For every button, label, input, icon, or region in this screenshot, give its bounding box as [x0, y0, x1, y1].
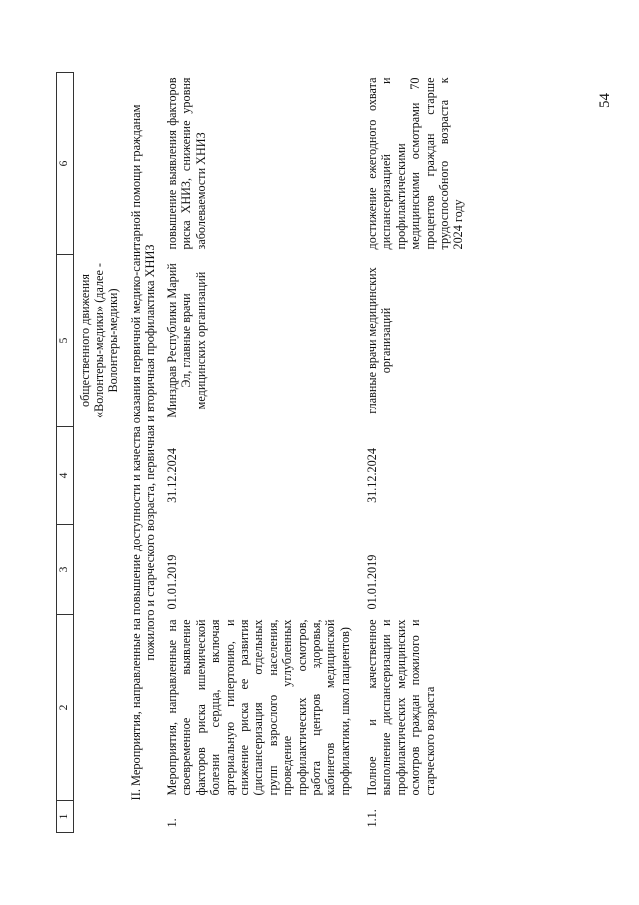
- column-number-header: [56, 72, 73, 832]
- expected-result: достижение ежегодного охвата диспансеризацией и профилактическими медицинскими осмотрами 70 процентов граждан старше трудоспособного возраста к 2024 году: [364, 77, 465, 249]
- start-date: 01.01.2019: [164, 554, 179, 609]
- section-title-row: [123, 72, 161, 832]
- row-number: 1.: [164, 817, 179, 827]
- section-title: II. Мероприятия, направленные на повышение доступности и качества оказания первичной медико-санитарной помощи гражданам пожилого и старческого возраста, первичная и вторичная профилактика ХНИЗ: [128, 104, 157, 800]
- table-row: [355, 72, 469, 832]
- header-col-6: 6: [56, 72, 73, 254]
- expected-result: повышение выявления факторов риска ХНИЗ, снижение уровня заболеваемости ХНИЗ: [164, 77, 208, 249]
- page-number: 54: [597, 93, 613, 108]
- end-date: 31.12.2024: [164, 447, 179, 503]
- header-col-5: 5: [56, 254, 73, 426]
- header-col-3: 3: [56, 524, 73, 614]
- end-date: 31.12.2024: [364, 447, 379, 503]
- table-row: [161, 72, 354, 832]
- measure-name: Мероприятия, направленные на своевременное выявление факторов риска ишемической болезни сердца, включая артериальную гипертонию, и снижение риска ее развития (диспансеризация отдельных групп взрослого населения, проведение углубленных профилактических осмотров, работа центров здоровья, кабинетов медицинской профилактики, школ пациентов): [164, 619, 352, 795]
- responsible-continuation: общественного движения «Волонтеры-медики» (далее - Волонтеры-медики): [77, 262, 120, 418]
- start-date: 01.01.2019: [364, 554, 379, 609]
- measure-name: Полное и качественное выполнение диспансеризации и профилактических медицинских осмотров граждан пожилого и старческого возраста: [364, 619, 437, 795]
- header-col-1: 1: [56, 800, 73, 832]
- rotated-page-content: [56, 73, 584, 833]
- row-number: 1.1.: [364, 808, 379, 827]
- header-col-2: 2: [56, 614, 73, 800]
- responsible: главные врачи медицинских организаций: [364, 266, 393, 414]
- continuation-row: [73, 72, 124, 832]
- responsible: Минздрав Республики Марий Эл, главные врачи медицинских организаций: [164, 262, 208, 418]
- header-col-4: 4: [56, 426, 73, 524]
- measures-table: [56, 72, 469, 833]
